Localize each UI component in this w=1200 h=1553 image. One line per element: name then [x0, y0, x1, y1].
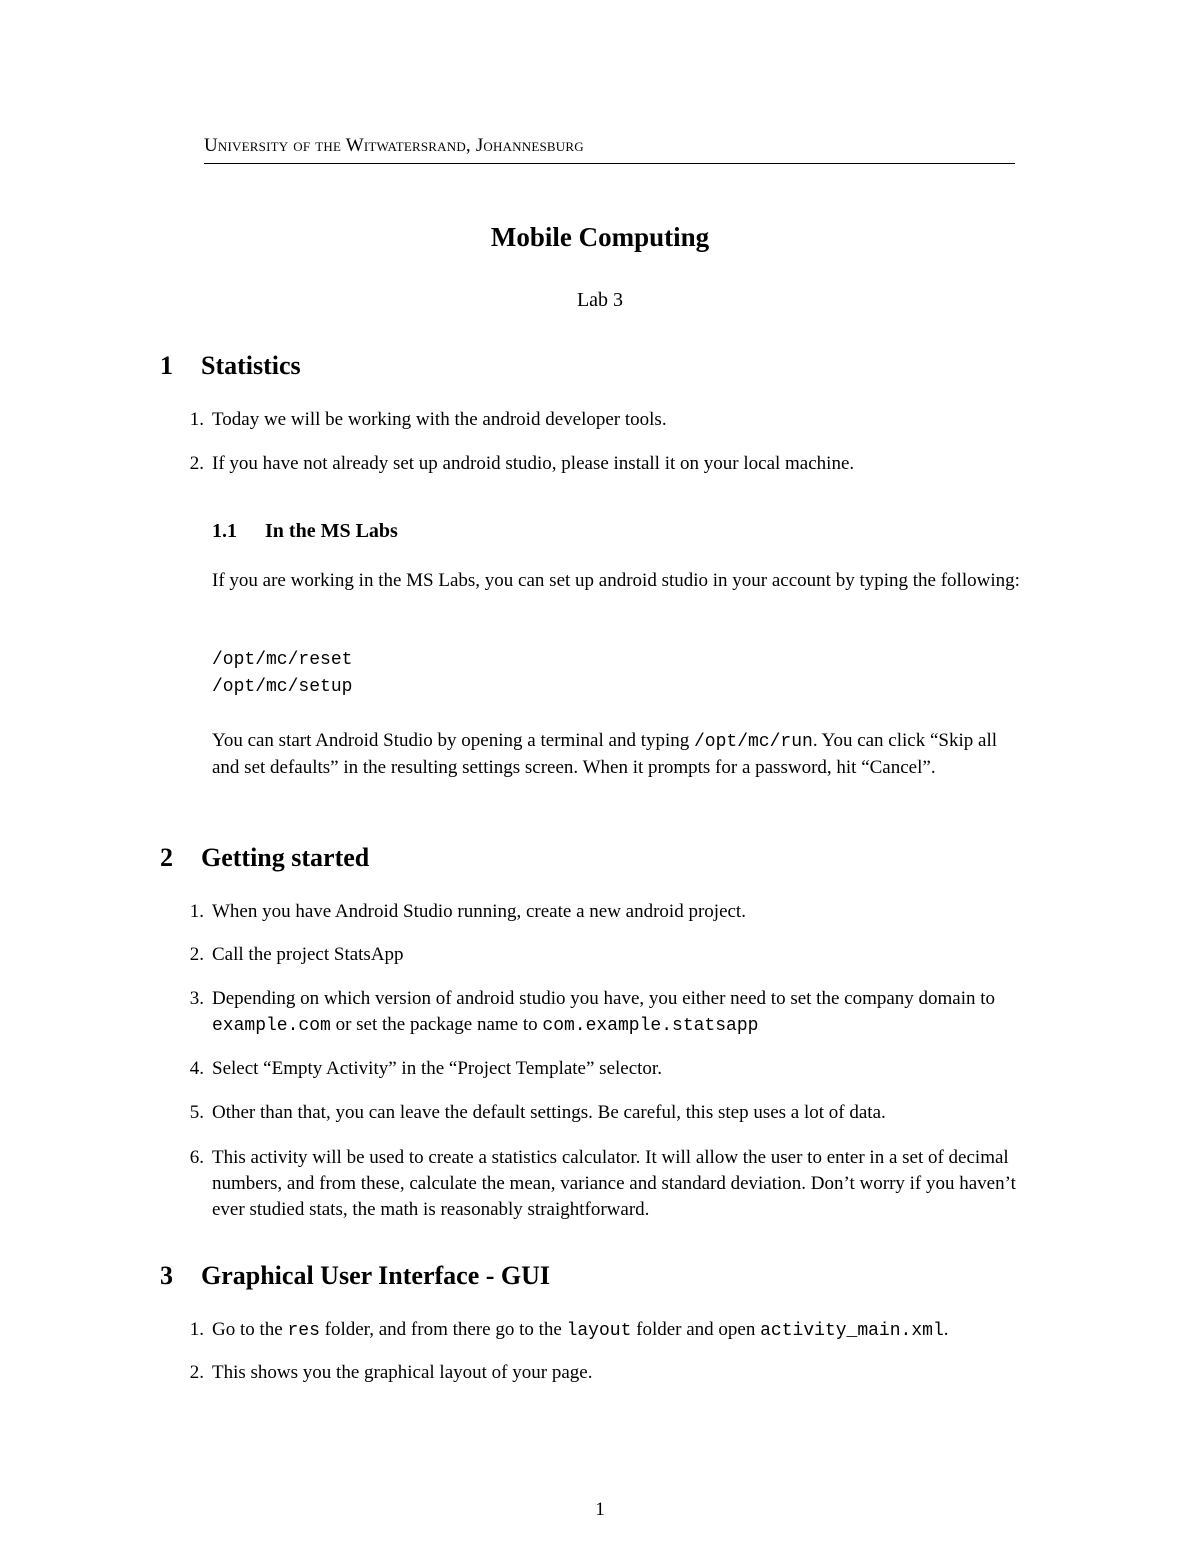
section-heading-gui [160, 1263, 550, 1289]
list-item-number: 6. [189, 1147, 204, 1168]
list-item-text [212, 1317, 1025, 1344]
list-item-number: 4. [189, 1058, 204, 1079]
section-number: 3 [160, 1261, 173, 1290]
code-line-reset: /opt/mc/reset [212, 650, 353, 670]
list-item-text [212, 986, 1025, 1039]
section-heading-statistics [160, 353, 301, 379]
inline-code: example.com [212, 1016, 331, 1036]
list-item-text: If you have not already set up android studio, please install it on your local machine. [212, 453, 855, 474]
inline-code: com.example.statsapp [542, 1016, 759, 1036]
subsection-title: In the MS Labs [265, 520, 398, 542]
item-text-part: Go to the [212, 1319, 288, 1340]
list-item-number: 1. [189, 1319, 204, 1340]
inline-code: layout [566, 1321, 632, 1341]
list-item-number: 1. [189, 409, 204, 430]
subsection-heading-ms-labs [212, 518, 398, 544]
inline-code: /opt/mc/run [694, 732, 813, 752]
list-item-text: This activity will be used to create a statistics calculator. It will allow the user to enter in a set of decimal numbers, and from these, calculate the mean, variance and standard deviation. Don’t worry if you haven’t ever studied stats, the math is reasonably straightforward. [212, 1147, 1016, 1220]
list-item-number: 1. [189, 901, 204, 922]
inline-code: activity_main.xml [760, 1321, 944, 1341]
code-line-setup: /opt/mc/setup [212, 677, 353, 697]
item-text-part: . [943, 1319, 949, 1340]
list-item-text: Select “Empty Activity” in the “Project Template” selector. [212, 1058, 662, 1079]
list-item-number: 3. [189, 988, 204, 1009]
paragraph-text: You can start Android Studio by opening a terminal and typing [212, 730, 694, 751]
list-item-text: Other than that, you can leave the default settings. Be careful, this step uses a lot of data. [212, 1102, 886, 1123]
document-title: Mobile Computing [490, 222, 710, 252]
subsection-number: 1.1 [212, 520, 237, 542]
paragraph-text: . You can click “Skip all and set defaults” in the resulting settings screen. When it prompts for a password, hit “Cancel”. [212, 730, 998, 778]
section-heading-getting-started [160, 845, 369, 871]
list-item-number: 5. [189, 1102, 204, 1123]
section-title: Getting started [201, 843, 370, 872]
list-item-number: 2. [189, 944, 204, 965]
item-text-part: folder, and from there go to the [319, 1319, 567, 1340]
section-title: Graphical User Interface - GUI [201, 1261, 551, 1290]
list-item-number: 2. [189, 453, 204, 474]
page-number: 1 [595, 1499, 605, 1520]
ms-labs-intro-paragraph: If you are working in the MS Labs, you can set up android studio in your account by typing the following: [212, 570, 1020, 591]
item-text-part: Depending on which version of android studio you have, you either need to set the company domain to [212, 988, 996, 1009]
section-title: Statistics [201, 351, 301, 380]
document-subtitle: Lab 3 [576, 289, 624, 311]
running-header: University of the Witwatersrand, Johannesburg [204, 133, 1015, 164]
section-number: 2 [160, 843, 173, 872]
android-studio-start-paragraph [212, 728, 1025, 781]
section-number: 1 [160, 351, 173, 380]
item-text-part: or set the package name to [330, 1014, 543, 1035]
list-item-text: Call the project StatsApp [212, 944, 404, 965]
item-text-part: folder and open [631, 1319, 761, 1340]
list-item-text: When you have Android Studio running, create a new android project. [212, 901, 746, 922]
list-item-number: 2. [189, 1362, 204, 1383]
list-item-text: Today we will be working with the android developer tools. [212, 409, 667, 430]
inline-code: res [287, 1321, 320, 1341]
list-item-text: This shows you the graphical layout of your page. [212, 1362, 593, 1383]
